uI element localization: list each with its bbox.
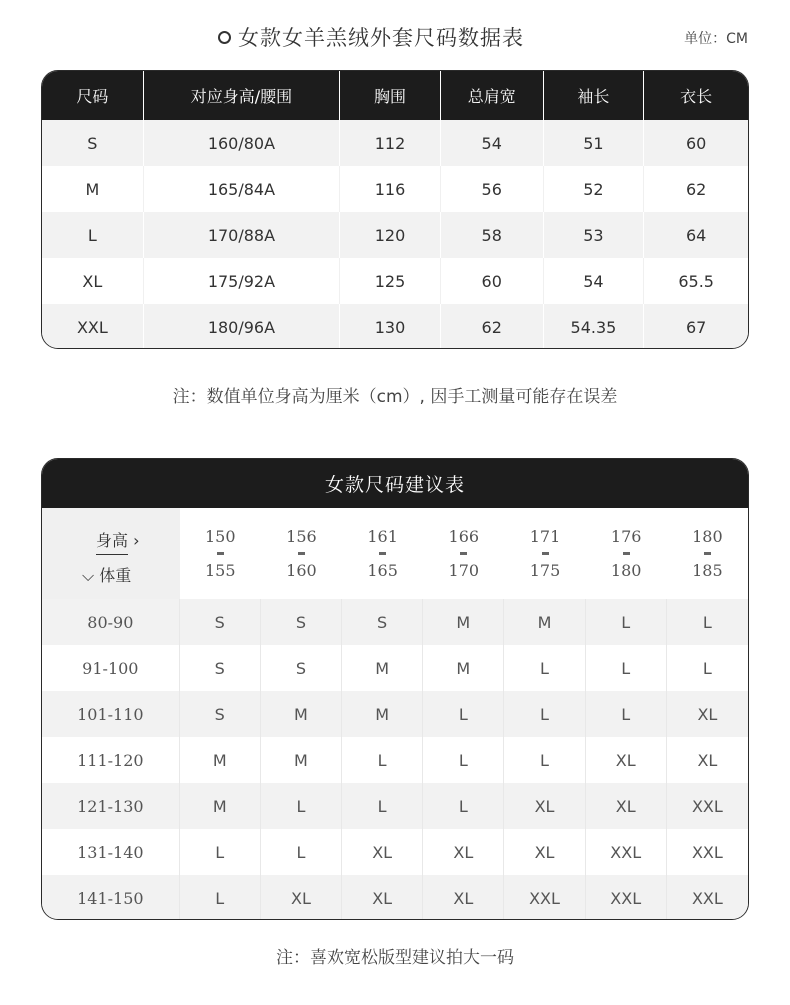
size-cell: L — [423, 783, 504, 829]
size-cell: XL — [423, 829, 504, 875]
weight-range-cell: 111-120 — [42, 737, 180, 783]
table-cell: 54 — [544, 258, 645, 304]
table-cell: 175/92A — [144, 258, 340, 304]
dash-icon — [379, 552, 386, 555]
dash-icon — [298, 552, 305, 555]
size-cell: L — [586, 645, 667, 691]
table-row — [42, 783, 748, 829]
height-to: 160 — [286, 561, 317, 580]
size-cell: L — [504, 737, 585, 783]
weight-range-cell: 121-130 — [42, 783, 180, 829]
height-to: 185 — [692, 561, 723, 580]
height-range-header — [504, 508, 585, 599]
size-cell: L — [586, 691, 667, 737]
size-cell: L — [586, 599, 667, 645]
table-cell: 67 — [685, 317, 707, 337]
column-header: 袖长 — [544, 71, 645, 120]
height-from: 171 — [529, 527, 561, 546]
table-cell: 116 — [340, 166, 441, 212]
size-cell: XXL — [504, 875, 585, 920]
table-cell: L — [42, 212, 144, 258]
size-cell: XL — [342, 875, 423, 920]
table-cell: 120 — [340, 212, 441, 258]
size-cell: L — [423, 691, 504, 737]
size-cell: S — [180, 599, 261, 645]
table-cell: M — [42, 166, 144, 212]
weight-range-cell: 101-110 — [42, 691, 180, 737]
height-from: 150 — [204, 527, 236, 546]
weight-range-cell: 131-140 — [42, 829, 180, 875]
table-cell: 53 — [544, 212, 645, 258]
table-row — [42, 599, 748, 645]
table-row — [42, 120, 748, 166]
column-header: 尺码 — [42, 71, 144, 120]
table-cell: 62 — [441, 304, 544, 349]
size-cell: M — [423, 599, 504, 645]
table-cell: 65.5 — [678, 271, 714, 291]
height-to: 170 — [448, 561, 480, 580]
weight-range-cell: 80-90 — [42, 599, 180, 645]
table-cell: 62 — [685, 179, 707, 199]
table-cell: 56 — [441, 166, 544, 212]
table-cell: 165/84A — [144, 166, 340, 212]
size-cell: M — [423, 645, 504, 691]
table-cell: 160/80A — [144, 120, 340, 166]
dash-icon — [704, 552, 711, 555]
corner-cell — [42, 508, 180, 599]
height-from: 156 — [286, 527, 317, 546]
header — [0, 0, 790, 74]
table-row — [42, 212, 748, 258]
size-cell: XL — [504, 783, 585, 829]
size-cell: XL — [586, 783, 667, 829]
size-cell: L — [504, 645, 585, 691]
table-row — [42, 829, 748, 875]
size-cell: L — [261, 829, 342, 875]
divider — [96, 554, 128, 555]
height-from: 180 — [692, 527, 723, 546]
table-cell: 180/96A — [144, 304, 340, 349]
table-cell: 112 — [340, 120, 441, 166]
size-cell: XXL — [586, 829, 667, 875]
table-cell: 52 — [544, 166, 645, 212]
table-cell: 58 — [441, 212, 544, 258]
column-header: 总肩宽 — [441, 71, 544, 120]
size-data-table — [41, 70, 749, 349]
table-cell: 60 — [441, 258, 544, 304]
size-cell: XL — [586, 737, 667, 783]
column-header: 对应身高/腰围 — [144, 71, 340, 120]
size-cell: XL — [697, 704, 718, 724]
recommend-table-body — [42, 599, 748, 920]
size-cell: XXL — [691, 888, 723, 908]
height-to: 155 — [204, 561, 236, 580]
size-cell: XXL — [691, 796, 723, 816]
size-cell: XL — [423, 875, 504, 920]
recommend-table-title: 女款尺码建议表 — [42, 459, 748, 508]
size-recommendation-table — [41, 458, 749, 920]
unit-label: 单位：CM — [684, 31, 748, 47]
size-cell: M — [504, 599, 585, 645]
dash-icon — [542, 552, 549, 555]
height-range-header — [586, 508, 667, 599]
weight-range-cell: 141-150 — [42, 875, 180, 920]
size-cell: L — [702, 658, 712, 678]
fit-note: 注：喜欢宽松版型建议拍大一码 — [276, 948, 514, 968]
page-title: 女款女羊羔绒外套尺码数据表 — [238, 26, 524, 50]
size-cell: L — [702, 612, 712, 632]
height-to: 165 — [367, 561, 398, 580]
table-cell: 54 — [441, 120, 544, 166]
size-cell: XL — [261, 875, 342, 920]
table-row — [42, 645, 748, 691]
height-to: 175 — [529, 561, 561, 580]
height-from: 176 — [610, 527, 642, 546]
table-cell: 170/88A — [144, 212, 340, 258]
weight-axis-label: ⌵ 体重 — [82, 566, 132, 585]
size-cell: M — [342, 691, 423, 737]
height-from: 166 — [448, 527, 480, 546]
table-cell: S — [42, 120, 144, 166]
size-cell: M — [342, 645, 423, 691]
size-table-header — [42, 71, 748, 120]
table-cell: 64 — [685, 225, 707, 245]
size-cell: L — [261, 783, 342, 829]
size-cell: L — [342, 783, 423, 829]
height-header-row — [42, 508, 748, 599]
table-cell: 54.35 — [544, 304, 645, 349]
size-table-body — [42, 120, 748, 349]
size-cell: L — [504, 691, 585, 737]
height-range-header — [261, 508, 342, 599]
size-cell: XL — [342, 829, 423, 875]
size-cell: M — [180, 737, 261, 783]
size-cell: S — [261, 645, 342, 691]
size-cell: L — [180, 875, 261, 920]
table-cell: 60 — [685, 133, 707, 153]
table-cell: 125 — [340, 258, 441, 304]
height-from: 161 — [367, 527, 398, 546]
table-cell: XL — [42, 258, 144, 304]
size-cell: L — [180, 829, 261, 875]
table-cell: 130 — [340, 304, 441, 349]
height-range-header — [342, 508, 423, 599]
dash-icon — [623, 552, 630, 555]
size-cell: M — [261, 737, 342, 783]
table-cell: XXL — [42, 304, 144, 349]
measurement-note: 注：数值单位身高为厘米（cm）, 因手工测量可能存在误差 — [172, 387, 618, 407]
height-range-header — [667, 508, 748, 599]
size-cell: M — [180, 783, 261, 829]
size-cell: S — [261, 599, 342, 645]
table-row — [42, 691, 748, 737]
size-cell: S — [180, 645, 261, 691]
column-header: 衣长 — [680, 87, 713, 106]
height-to: 180 — [610, 561, 642, 580]
height-axis-label: 身高 › — [96, 531, 140, 550]
height-range-header — [180, 508, 261, 599]
height-range-header — [423, 508, 504, 599]
column-header: 胸围 — [340, 71, 441, 120]
table-row — [42, 258, 748, 304]
dash-icon — [217, 552, 224, 555]
table-row — [42, 166, 748, 212]
size-cell: S — [180, 691, 261, 737]
table-row — [42, 737, 748, 783]
size-cell: L — [423, 737, 504, 783]
weight-range-cell: 91-100 — [42, 645, 180, 691]
table-row — [42, 875, 748, 920]
dash-icon — [460, 552, 467, 555]
table-cell: 51 — [544, 120, 645, 166]
size-cell: XL — [697, 750, 718, 770]
size-cell: XXL — [691, 842, 723, 862]
table-row — [42, 304, 748, 349]
size-cell: XXL — [586, 875, 667, 920]
size-cell: XL — [504, 829, 585, 875]
size-cell: S — [342, 599, 423, 645]
bullet-circle-icon — [218, 31, 231, 44]
size-cell: M — [261, 691, 342, 737]
size-cell: L — [342, 737, 423, 783]
